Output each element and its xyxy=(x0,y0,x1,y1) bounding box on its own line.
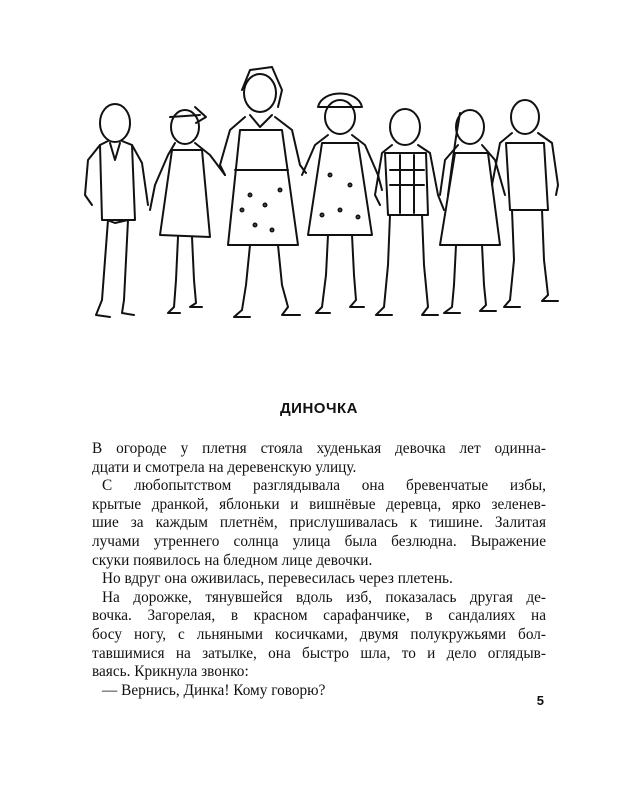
text-line: шие за каждым плетнём, прислушивалась к тишине. Залитая xyxy=(92,514,546,532)
page-number: 5 xyxy=(536,693,544,708)
text-line: дцати и смотрела на деревенскую улицу. xyxy=(92,458,357,476)
text-line: вочка. Загорелая, в красном сарафанчике, в сандалиях на xyxy=(92,607,546,625)
child-figure xyxy=(85,104,148,317)
child-figure xyxy=(375,109,444,315)
text-line: — Вернись, Динка! Кому говорю? xyxy=(102,681,326,699)
child-figure xyxy=(150,107,225,313)
child-figure xyxy=(220,67,306,317)
child-figure xyxy=(440,110,505,313)
text-line: скуки появилось на бледном лице девочки. xyxy=(92,551,373,569)
story-title: ДИНОЧКА xyxy=(280,400,358,417)
text-line: ваясь. Крикнула звонко: xyxy=(92,663,249,681)
child-figure xyxy=(492,100,558,307)
children-walking-illustration xyxy=(60,45,560,330)
text-line: С любопытством разглядывала она бревенчатые избы, xyxy=(102,477,546,495)
children-walking-drawing xyxy=(60,45,560,330)
text-line: На дорожке, тянувшейся вдоль изб, показалась другая де- xyxy=(102,588,546,606)
text-line: крытые дранкой, яблоньки и вишнёвые деревца, ярко зеленев- xyxy=(92,495,546,513)
text-line: лучами утреннего солнца улица была безлюдна. Выражение xyxy=(92,532,546,550)
child-figure xyxy=(302,94,382,314)
text-line: тавшимися на затылке, она быстро шла, то и дело оглядыв- xyxy=(92,644,546,662)
story-text xyxy=(92,440,546,700)
text-line: В огороде у плетня стояла худенькая девочка лет одинна- xyxy=(92,440,546,457)
text-line: босу ногу, с льняными косичками, двумя полукружьями бол- xyxy=(92,625,546,643)
text-line: Но вдруг она оживилась, перевесилась через плетень. xyxy=(102,570,453,588)
